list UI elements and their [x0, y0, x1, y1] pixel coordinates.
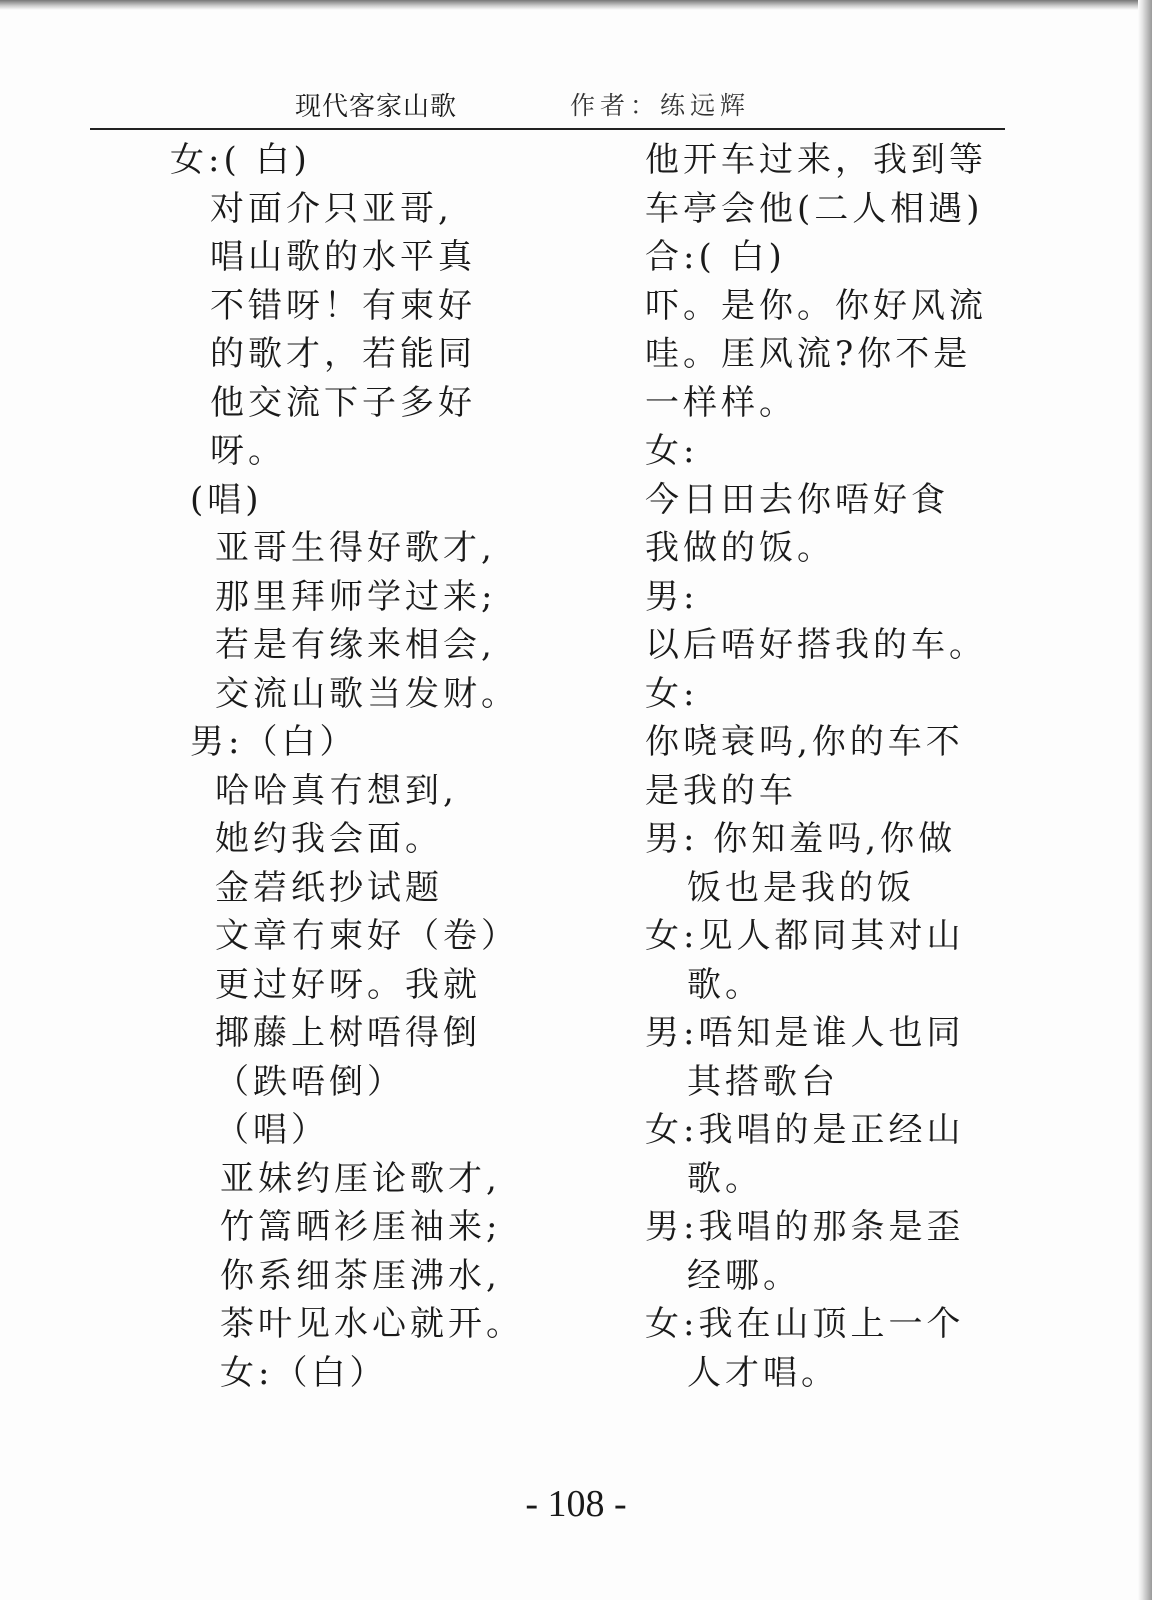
text-line: 亚妹约厓论歌才, — [220, 1158, 501, 1199]
text-line: 若是有缘来相会, — [215, 625, 496, 665]
text-line: 歌。 — [687, 964, 763, 1005]
text-line: 歌。 — [687, 1158, 763, 1199]
text-line: 女:我在山顶上一个 — [645, 1304, 965, 1344]
text-line: 今日田去你唔好食 — [645, 479, 949, 520]
text-line: 他交流下子多好 — [210, 382, 476, 423]
right-column — [645, 136, 1005, 1397]
text-line: 车亭会他(二人相遇) — [645, 188, 984, 229]
text-line: 更过好呀。我就 — [215, 964, 481, 1005]
text-line: （跌唔倒） — [215, 1061, 405, 1102]
text-line: 女:( 白) — [170, 140, 311, 180]
text-line: 饭也是我的饭 — [687, 867, 915, 908]
text-line: 交流山歌当发财。 — [215, 673, 519, 714]
text-line: 唱山歌的水平真 — [210, 237, 476, 277]
text-line: 女: — [645, 431, 699, 471]
text-line: 女:（白） — [220, 1352, 388, 1393]
text-line: 呀。 — [210, 431, 286, 471]
running-header — [90, 82, 1005, 130]
author-credit: 作者：练远辉 — [570, 91, 751, 120]
text-line: 那里拜师学过来; — [215, 576, 497, 617]
text-line: 对面介只亚哥, — [210, 188, 453, 229]
text-line: 经哪。 — [687, 1255, 801, 1296]
text-line: 哇。厓风流?你不是 — [645, 334, 972, 374]
page-number: - 108 - — [525, 1483, 627, 1525]
text-line: 男:唔知是谁人也同 — [645, 1013, 965, 1053]
text-line: 我做的饭。 — [645, 528, 835, 568]
text-line: 男: — [645, 576, 699, 617]
text-line: 男:（白） — [190, 722, 358, 762]
text-line: 哈哈真冇想到, — [215, 770, 458, 811]
text-line: 竹篙晒衫厓袖来; — [220, 1207, 502, 1247]
text-line: 女:我唱的是正经山 — [645, 1110, 965, 1150]
text-line: 人才唱。 — [687, 1352, 839, 1393]
text-line: 吓。是你。你好风流 — [645, 285, 987, 326]
text-line: (唱) — [190, 479, 263, 520]
text-line: 揶藤上树唔得倒 — [215, 1013, 481, 1053]
text-line: 亚哥生得好歌才, — [215, 528, 496, 568]
text-line: 金菪纸抄试题 — [215, 867, 443, 908]
text-line: 不错呀！有柬好 — [210, 285, 476, 326]
text-line: 她约我会面。 — [215, 819, 443, 859]
text-line: 是我的车 — [645, 770, 797, 811]
scan-top-edge — [0, 0, 1152, 10]
text-line: 女: — [645, 673, 699, 714]
text-line: 男: 你知羞吗,你做 — [645, 819, 957, 859]
text-line: 你系细茶厓沸水, — [220, 1255, 501, 1296]
scan-right-edge — [1138, 0, 1152, 1600]
text-line: 以后唔好搭我的车。 — [645, 625, 987, 665]
text-line: 文章冇柬好（卷） — [215, 916, 519, 956]
text-line: 一样样。 — [645, 382, 797, 423]
text-line: 其搭歌台 — [687, 1061, 839, 1102]
text-line: 他开车过来，我到等 — [645, 140, 987, 180]
book-title: 现代客家山歌 — [295, 92, 458, 122]
text-line: 女:见人都同其对山 — [645, 916, 965, 956]
text-line: 茶叶见水心就开。 — [220, 1304, 524, 1344]
text-line: 你哓衰吗,你的车不 — [645, 722, 964, 762]
text-line: （唱） — [215, 1110, 329, 1150]
text-line: 的歌才，若能同 — [210, 334, 476, 374]
text-line: 合:( 白) — [645, 237, 786, 277]
left-column — [170, 136, 620, 1397]
text-line: 男:我唱的那条是歪 — [645, 1207, 965, 1247]
